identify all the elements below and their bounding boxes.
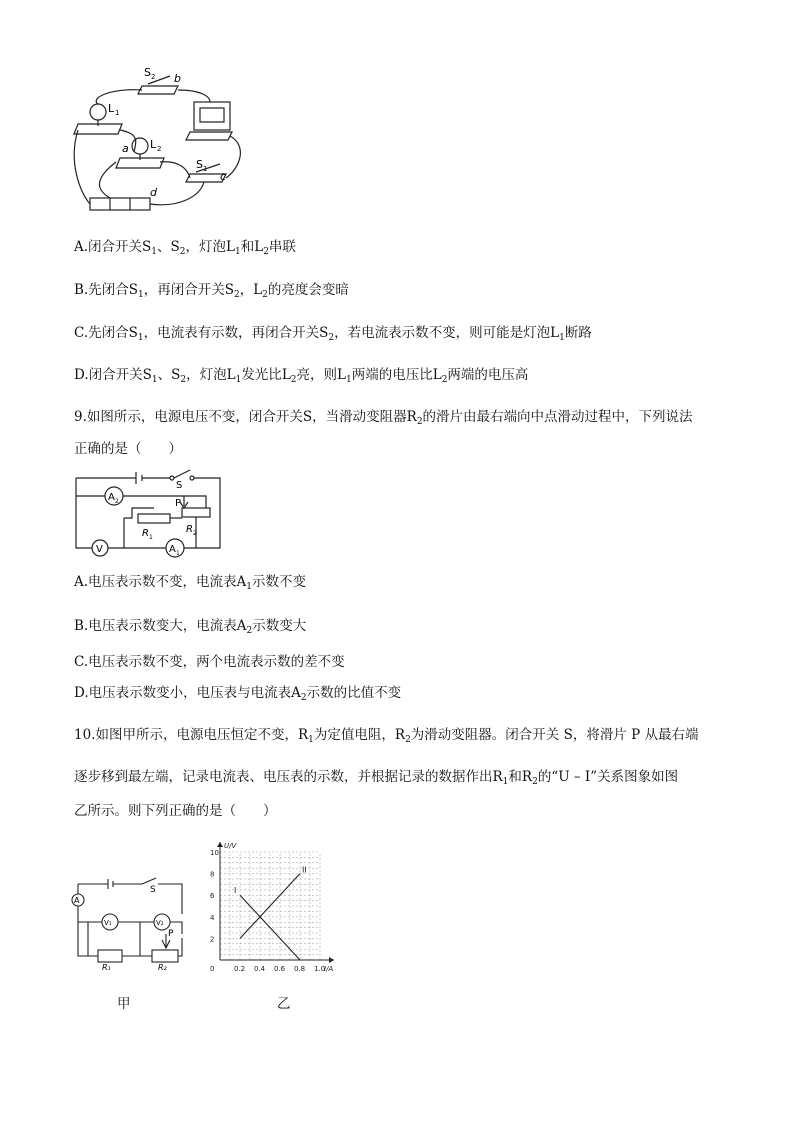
y-axis-arrow [217,842,223,847]
y-tick-label: 8 [210,870,215,879]
q9-option-c: C.电压表示数不变，两个电流表示数的差不变 [74,654,345,670]
label-l1: L [108,102,115,115]
q8-circuit-figure [70,62,250,222]
q9-stem-line1: 9.如图所示，电源电压不变，闭合开关S，当滑动变阻器$R_2$的滑片由最右端向中点滑动过程中，下列说法 [74,409,693,427]
x-axis-label: I/A [324,965,334,973]
label-c: c [220,170,227,183]
switch-s2-base [138,86,178,94]
label-s2: S [144,66,151,79]
label-r1: R₁ [102,963,111,972]
resistor-r2 [182,508,210,517]
q8-option-b: B.先闭合$S_1$，再闭合开关$S_2$，$L_2$的亮度会变暗 [74,282,349,300]
label-a: a [122,142,129,155]
label-a1-sub: 1 [176,550,180,557]
lamp-l1-bulb [90,104,106,120]
label-l1-sub: 1 [115,109,120,117]
label-r2-sub: 2 [193,530,197,537]
label-s: S [176,480,183,491]
label-v1: V₁ [104,919,112,927]
y-axis-label: U/V [224,842,237,850]
label-s1-sub: 1 [203,165,208,173]
battery-pack [90,198,150,210]
resistor-r1 [138,514,170,523]
series-label-1: I [234,886,237,896]
q9-stem-line2: 正确的是（ ） [74,441,182,457]
label-b: b [174,72,181,85]
q9-option-d: D.电压表示数变小，电压表与电流表$A_2$示数的比值不变 [74,685,402,703]
resistor-r2 [152,950,178,962]
q9-circuit-figure [74,466,234,558]
label-a2: A [108,492,115,503]
y-tick-label: 6 [210,892,215,901]
q10-stem-line1: 10.如图甲所示，电源电压恒定不变，$R_1$为定值电阻，$R_2$为滑动变阻器。闭合开关 S，将滑片 P 从最右端 [74,727,699,745]
q8-option-c: C.先闭合$S_1$，电流表有示数，再闭合开关$S_2$，若电流表示数不变，则可能是灯泡$L_1$断路 [74,325,592,343]
label-v: V [96,544,103,555]
origin-label: 0 [210,965,215,973]
x-tick-label: 0.2 [234,965,246,973]
q9-option-a: A.电压表示数不变，电流表$A_1$示数不变 [74,574,307,592]
x-tick-label: 0.4 [254,965,266,973]
q9-option-b: B.电压表示数变大，电流表$A_2$示数变大 [74,618,307,636]
q8-option-d: D.闭合开关$S_1$、$S_2$，灯泡$L_1$发光比$L_2$亮，则$L_1$两端的电压比$L_2$两端的电压高 [74,367,529,385]
x-axis-arrow [329,957,334,963]
label-s: S [150,885,156,895]
label-p: P [175,498,182,509]
label-d: d [150,186,157,199]
q10-stem-line3: 乙所示。则下列正确的是（ ） [74,803,277,819]
label-r1: R [142,528,149,539]
x-tick-label: 0.8 [294,965,306,973]
label-l2-sub: 2 [157,145,162,153]
ammeter-box [194,102,230,130]
series-label-2: II [302,865,307,875]
q10-circuit-figure-jia [70,874,200,972]
caption-yi: 乙 [277,996,291,1012]
q10-stem-line2: 逐步移到最左端，记录电流表、电压表的示数，并根据记录的数据作出$R_1$和$R_2$的“U – I”关系图象如图 [74,769,679,787]
y-tick-label: 2 [210,935,215,944]
label-v2: V₂ [156,919,164,927]
x-tick-label: 0.6 [274,965,286,973]
y-tick-label: 10 [210,849,219,857]
q10-ui-chart [198,836,368,978]
label-l2: L [150,138,157,151]
label-a: A [74,896,80,905]
caption-jia: 甲 [117,996,131,1012]
y-tick-label: 4 [210,913,215,922]
label-a1: A [169,544,176,555]
label-s2-sub: 2 [151,73,156,81]
label-p: P [168,929,174,939]
label-r1-sub: 1 [149,534,153,541]
x-tick-label: 1.0 [314,965,326,973]
label-r2: R₂ [158,963,167,972]
switch-s [142,878,156,884]
resistor-r1 [98,950,122,962]
label-s1: S [196,158,203,171]
switch-s [174,470,190,478]
label-a2-sub: 2 [115,498,119,505]
label-r2: R [186,524,193,535]
q8-option-a: A.闭合开关$S_1$、$S_2$，灯泡$L_1$和$L_2$串联 [74,239,296,257]
